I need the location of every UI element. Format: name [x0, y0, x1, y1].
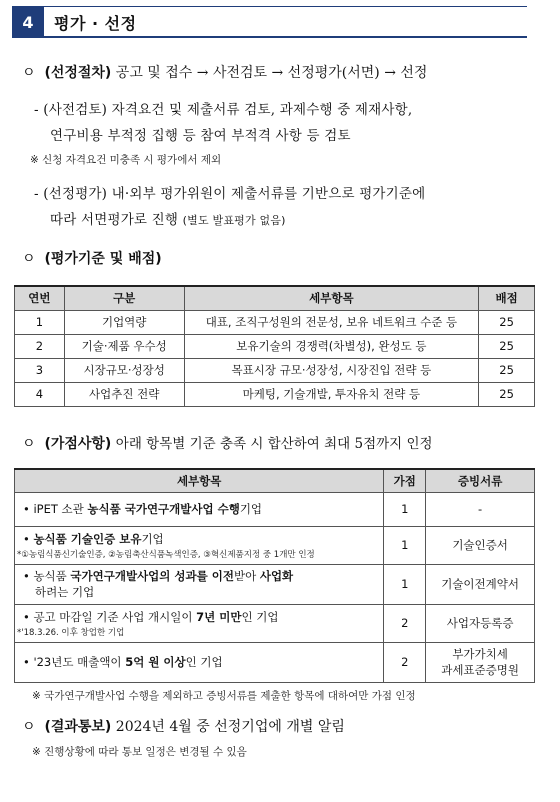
table-row	[15, 382, 535, 406]
criteria-label: (평가기준 및 배점)	[44, 251, 162, 267]
bonus-cell-points: 1	[384, 526, 426, 564]
bonus-cell-points: 1	[384, 564, 426, 604]
procedure-bullet: ㅇ	[22, 65, 36, 81]
criteria-cell-no: 2	[15, 334, 65, 358]
bonus-cell-detail	[15, 526, 384, 564]
table-row	[15, 564, 535, 604]
bonus-detail-bold: 7년 미만	[196, 609, 242, 624]
bonus-detail-sub: *①농림식품신기술인증, ②농림축산식품녹색인증, ③혁신제품지정 중 1개만 인정	[17, 549, 315, 560]
criteria-table	[14, 285, 535, 407]
procedure-text: 공고 및 접수 → 사전검토 → 선정평가(서면) → 선정	[115, 65, 428, 81]
criteria-header-score: 배점	[479, 286, 535, 310]
criteria-cell-score: 25	[479, 382, 535, 406]
evaluation-line2-small: (별도 발표평가 없음)	[182, 214, 286, 227]
table-row	[15, 358, 535, 382]
bonus-cell-detail	[15, 642, 384, 682]
criteria-cell-detail: 보유기술의 경쟁력(차별성), 완성도 등	[184, 334, 479, 358]
bonus-detail-bold: 농식품 기술인증 보유	[33, 531, 142, 546]
table-row	[15, 604, 535, 642]
bonus-doc-line2: 과세표준증명원	[441, 663, 519, 677]
bonus-table	[14, 468, 535, 683]
result-line	[22, 716, 345, 736]
evaluation-line2	[50, 208, 286, 228]
evaluation-line2-text: 따라 서면평가로 진행	[50, 212, 179, 228]
table-row	[15, 642, 535, 682]
bonus-cell-doc: 기술인증서	[426, 526, 535, 564]
bonus-note: ※ 국가연구개발사업 수행을 제외하고 증빙서류를 제출한 항목에 대하여만 가점 인정	[32, 690, 416, 702]
criteria-cell-score: 25	[479, 334, 535, 358]
section-number: 4	[12, 6, 44, 38]
criteria-cell-category: 사업추진 전략	[64, 382, 184, 406]
bonus-header-row	[15, 469, 535, 492]
criteria-cell-category: 기업역량	[64, 310, 184, 334]
section-header	[12, 6, 527, 38]
criteria-cell-detail: 목표시장 규모·성장성, 시장진입 전략 등	[184, 358, 479, 382]
table-row	[15, 492, 535, 526]
result-label: (결과통보)	[44, 719, 112, 735]
bonus-detail-post: 인 기업	[241, 609, 279, 624]
section-top-rule	[44, 6, 527, 7]
criteria-cell-no: 1	[15, 310, 65, 334]
table-row	[15, 334, 535, 358]
pre-review-line1: - (사전검토) 자격요건 및 제출서류 검토, 과제수행 중 제재사항,	[34, 102, 413, 118]
bonus-detail-post: 기업	[141, 531, 164, 546]
bonus-cell-doc: -	[426, 492, 535, 526]
criteria-header-category: 구분	[64, 286, 184, 310]
bonus-detail-pre: • iPET 소관	[23, 502, 88, 516]
bonus-detail-pre: • 농식품	[23, 569, 71, 583]
pre-review-line2: 연구비용 부적정 집행 등 참여 부적격 사항 등 검토	[50, 128, 351, 144]
bonus-detail-pre: • '23년도 매출액이	[23, 655, 126, 669]
result-bullet: ㅇ	[22, 719, 36, 735]
criteria-bullet: ㅇ	[22, 251, 36, 267]
pre-review-note: ※ 신청 자격요건 미충족 시 평가에서 제외	[30, 154, 222, 166]
bonus-cell-doc	[426, 642, 535, 682]
bonus-heading	[22, 432, 433, 453]
criteria-cell-no: 4	[15, 382, 65, 406]
bonus-doc-line1: 부가가치세	[452, 647, 508, 661]
bonus-detail-pre: •	[23, 531, 34, 546]
bonus-header-points: 가점	[384, 469, 426, 492]
section-title: 평가 · 선정	[54, 14, 137, 33]
criteria-cell-score: 25	[479, 358, 535, 382]
criteria-cell-category: 시장규모·성장성	[64, 358, 184, 382]
evaluation-line1: - (선정평가) 내·외부 평가위원이 제출서류를 기반으로 평가기준에	[34, 186, 426, 202]
bonus-label: (가점사항)	[44, 436, 112, 452]
criteria-cell-score: 25	[479, 310, 535, 334]
procedure-line	[22, 62, 427, 82]
criteria-cell-no: 3	[15, 358, 65, 382]
bonus-detail-sub: *'18.3.26. 이후 창업한 기업	[17, 627, 125, 638]
bonus-detail-bold: 5억 원 이상	[125, 655, 186, 669]
bonus-detail-post: 기업	[239, 502, 263, 516]
bonus-cell-detail	[15, 604, 384, 642]
result-note: ※ 진행상황에 따라 통보 일정은 변경될 수 있음	[32, 746, 247, 758]
table-row	[15, 526, 535, 564]
criteria-cell-detail: 대표, 조직구성원의 전문성, 보유 네트워크 수준 등	[184, 310, 479, 334]
criteria-header-row	[15, 286, 535, 310]
bonus-bullet: ㅇ	[22, 436, 36, 452]
bonus-detail-post: 받아	[233, 569, 260, 583]
bonus-cell-points: 2	[384, 642, 426, 682]
bonus-cell-doc: 기술이전계약서	[426, 564, 535, 604]
criteria-cell-detail: 마케팅, 기술개발, 투자유치 전략 등	[184, 382, 479, 406]
bonus-cell-detail	[15, 492, 384, 526]
criteria-cell-category: 기술·제품 우수성	[64, 334, 184, 358]
bonus-detail-pre: • 공고 마감일 기준 사업 개시일이	[23, 609, 197, 624]
bonus-text: 아래 항목별 기준 충족 시 합산하여 최대 5점까지 인정	[115, 436, 433, 452]
criteria-heading	[22, 248, 162, 268]
bonus-detail-post: 인 기업	[185, 655, 223, 669]
bonus-cell-doc: 사업자등록증	[426, 604, 535, 642]
bonus-header-detail: 세부항목	[15, 469, 384, 492]
table-row	[15, 310, 535, 334]
bonus-cell-detail	[15, 564, 384, 604]
bonus-detail-bold: 국가연구개발사업의 성과를 이전	[70, 569, 234, 583]
bonus-detail-bold2: 사업화	[259, 569, 294, 583]
procedure-label: (선정절차)	[44, 65, 112, 81]
bonus-cell-points: 2	[384, 604, 426, 642]
bonus-header-doc: 증빙서류	[426, 469, 535, 492]
bonus-cell-points: 1	[384, 492, 426, 526]
criteria-header-detail: 세부항목	[184, 286, 479, 310]
bonus-detail-bold: 농식품 국가연구개발사업 수행	[87, 502, 240, 516]
criteria-header-no: 연번	[15, 286, 65, 310]
result-text: 2024년 4월 중 선정기업에 개별 알림	[115, 719, 345, 735]
section-bottom-rule	[44, 36, 527, 38]
bonus-detail-line2: 하려는 기업	[35, 585, 95, 599]
